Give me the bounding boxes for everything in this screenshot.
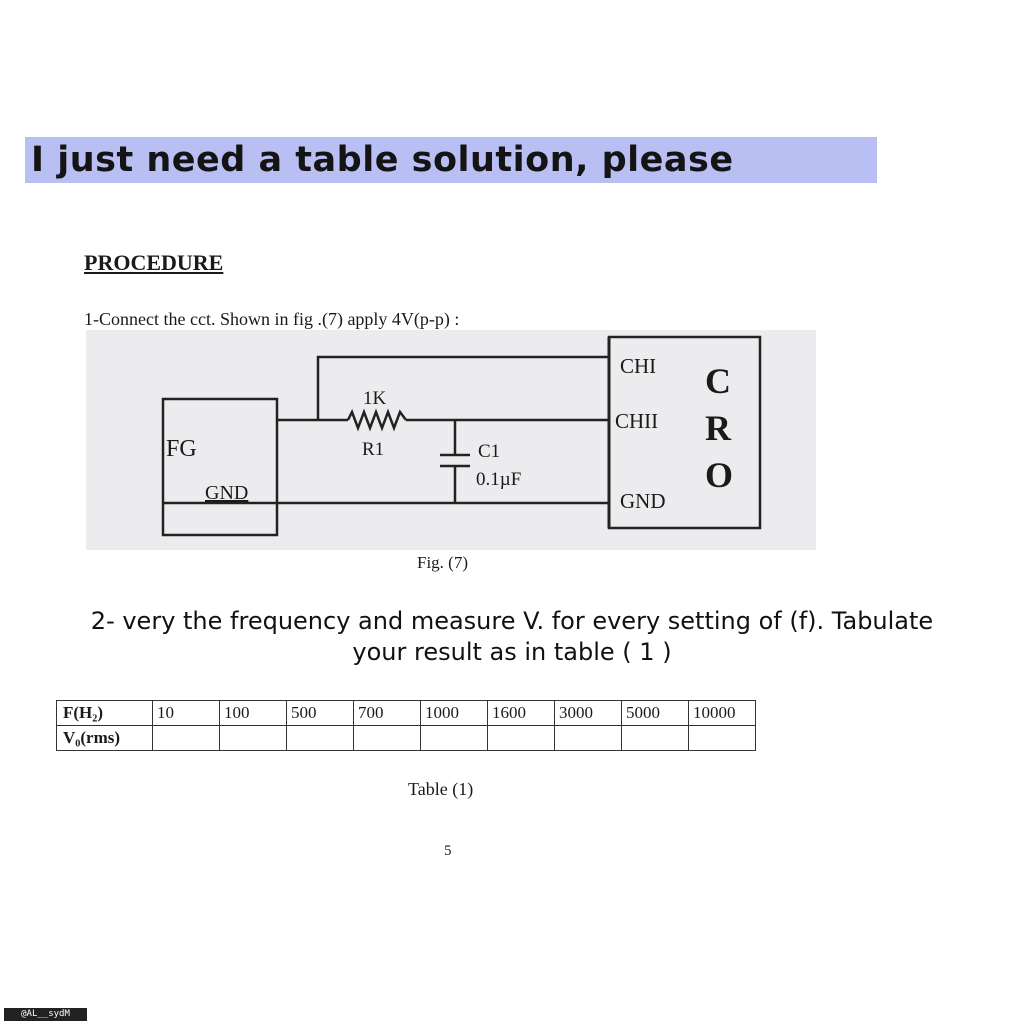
cro-gnd-label: GND xyxy=(620,489,666,513)
figure-caption: Fig. (7) xyxy=(417,553,468,572)
frequency-cell: 5000 xyxy=(622,701,689,726)
cro-letter-c: C xyxy=(705,361,731,401)
resistor-value-label: 1K xyxy=(363,388,387,409)
step2-instruction xyxy=(40,606,984,668)
headline-text: I just need a table solution, please xyxy=(31,140,734,180)
ch1-wire xyxy=(318,357,609,420)
frequency-header: F(H₂) xyxy=(57,701,153,726)
voltage-cell xyxy=(421,726,488,751)
resistor-r1 xyxy=(348,412,406,428)
voltage-cell xyxy=(354,726,421,751)
frequency-cell: 10 xyxy=(153,701,220,726)
cro-ch1-label: CHI xyxy=(620,354,657,378)
frequency-row xyxy=(57,701,756,726)
fg-label: FG xyxy=(166,436,197,462)
frequency-cell: 3000 xyxy=(555,701,622,726)
cro-ch2-label: CHII xyxy=(615,409,659,433)
voltage-cell xyxy=(689,726,756,751)
capacitor-name-label: C1 xyxy=(478,441,501,462)
fg-gnd-label: GND xyxy=(205,482,249,504)
procedure-heading: PROCEDURE xyxy=(84,250,224,275)
voltage-cell xyxy=(220,726,287,751)
step2-line2: your result as in table ( 1 ) xyxy=(352,638,672,666)
function-generator-box xyxy=(163,399,277,535)
results-table xyxy=(56,700,756,751)
frequency-cell: 100 xyxy=(220,701,287,726)
table-caption: Table (1) xyxy=(408,779,474,799)
capacitor-value-label: 0.1µF xyxy=(476,469,522,490)
cro-letter-r: R xyxy=(705,408,731,448)
frequency-cell: 500 xyxy=(287,701,354,726)
voltage-cell xyxy=(488,726,555,751)
voltage-cell xyxy=(287,726,354,751)
watermark: @AL__sydM xyxy=(4,1008,87,1021)
frequency-cell: 700 xyxy=(354,701,421,726)
voltage-cell xyxy=(555,726,622,751)
resistor-name-label: R1 xyxy=(362,439,385,460)
frequency-cell: 1600 xyxy=(488,701,555,726)
cro-letter-o: O xyxy=(705,455,734,495)
voltage-header: V₀(rms) xyxy=(57,726,153,751)
frequency-cell: 10000 xyxy=(689,701,756,726)
step1-instruction: 1-Connect the cct. Shown in fig .(7) apply 4V(p-p) : xyxy=(84,309,460,329)
page-number: 5 xyxy=(444,843,452,859)
step2-line1: 2- very the frequency and measure V. for every setting of (f). Tabulate xyxy=(90,607,934,635)
frequency-cell: 1000 xyxy=(421,701,488,726)
voltage-cell xyxy=(153,726,220,751)
voltage-cell xyxy=(622,726,689,751)
voltage-row xyxy=(57,726,756,751)
